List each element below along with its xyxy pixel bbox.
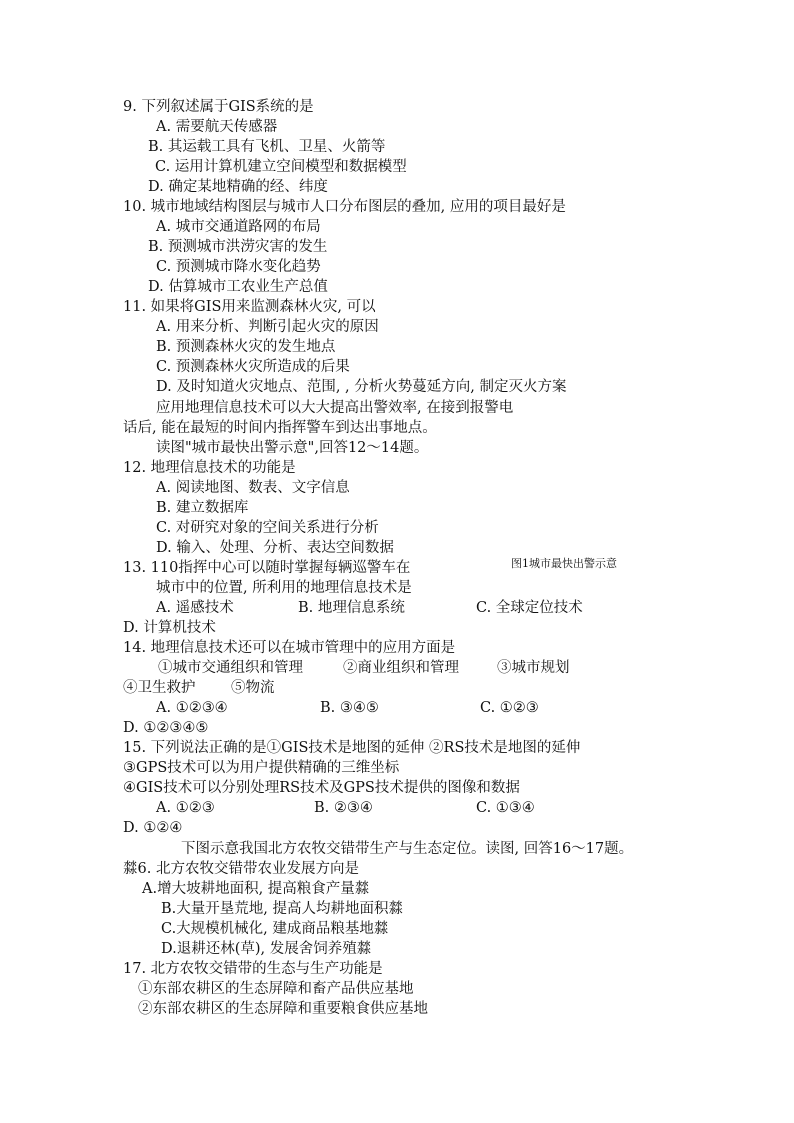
q10-stem: 10. 城市地域结构图层与城市人口分布图层的叠加, 应用的项目最好是 <box>123 199 566 215</box>
q14-option-d: D. ①②③④⑤ <box>123 720 209 736</box>
figure-caption: 图1城市最快出警示意 <box>511 557 617 570</box>
intro-paragraph-line1: 应用地理信息技术可以大大提高出警效率, 在接到报警电 <box>156 400 514 416</box>
q13-option-b: B. 地理信息系统 <box>298 600 405 616</box>
q14-option-b: B. ③④⑤ <box>320 700 379 716</box>
q12-option-d: D. 输入、处理、分析、表达空间数据 <box>156 540 394 556</box>
q9-option-b: B. 其运载工具有飞机、卫星、火箭等 <box>148 139 386 155</box>
q14-option-c: C. ①②③ <box>480 700 539 716</box>
q15-option-d: D. ①②④ <box>123 820 183 836</box>
q15-option-c: C. ①③④ <box>476 800 535 816</box>
q14-stem: 14. 地理信息技术还可以在城市管理中的应用方面是 <box>123 640 456 656</box>
q15-statement-4: ④GIS技术可以分别处理RS技术及GPS技术提供的图像和数据 <box>123 780 520 796</box>
q16-stem: 㵘6. 北方农牧交错带农业发展方向是 <box>123 861 359 877</box>
q14-item-2: ②商业组织和管理 <box>343 660 459 676</box>
q16-option-c: C.大规模机械化, 建成商品粮基地㵘 <box>161 921 389 937</box>
q13-option-a: A. 遥感技术 <box>156 600 234 616</box>
q13-stem-line2: 城市中的位置, 所利用的地理信息技术是 <box>156 580 412 596</box>
q12-option-b: B. 建立数据库 <box>156 500 249 516</box>
q11-option-d: D. 及时知道火灾地点、范围, , 分析火势蔓延方向, 制定灭火方案 <box>156 379 567 395</box>
q11-option-c: C. 预测森林火灾所造成的后果 <box>156 359 350 375</box>
q12-option-c: C. 对研究对象的空间关系进行分析 <box>156 520 379 536</box>
q13-option-d: D. 计算机技术 <box>123 620 216 636</box>
q9-option-c: C. 运用计算机建立空间模型和数据模型 <box>155 159 407 175</box>
read-figure-instruction: 读图"城市最快出警示意",回答12～14题。 <box>156 440 429 456</box>
q14-item-4: ④卫生救护 <box>123 680 196 696</box>
q15-option-b: B. ②③④ <box>314 800 373 816</box>
q14-item-5: ⑤物流 <box>231 680 275 696</box>
q16-option-b: B.大量开垦荒地, 提高人均耕地面积㵘 <box>161 901 403 917</box>
q10-option-b: B. 预测城市洪涝灾害的发生 <box>148 239 328 255</box>
q11-option-b: B. 预测森林火灾的发生地点 <box>156 339 336 355</box>
q16-option-a: A.增大坡耕地面积, 提高粮食产量㵘 <box>142 881 370 897</box>
q17-stem: 17. 北方农牧交错带的生态与生产功能是 <box>123 961 383 977</box>
q14-option-a: A. ①②③④ <box>156 700 228 716</box>
q12-option-a: A. 阅读地图、数表、文字信息 <box>156 480 350 496</box>
q15-stem: 15. 下列说法正确的是①GIS技术是地图的延伸 ②RS技术是地图的延伸 <box>123 740 581 756</box>
intro-paragraph-line2: 话后, 能在最短的时间内指挥警车到达出事地点。 <box>123 420 437 436</box>
q10-option-c: C. 预测城市降水变化趋势 <box>156 259 321 275</box>
q10-option-d: D. 估算城市工农业生产总值 <box>148 279 328 295</box>
q11-stem: 11. 如果将GIS用来监测森林火灾, 可以 <box>123 299 376 315</box>
q13-option-c: C. 全球定位技术 <box>476 600 583 616</box>
q17-item-2: ②东部农耕区的生态屏障和重要粮食供应基地 <box>138 1001 428 1017</box>
q13-stem-line1: 13. 110指挥中心可以随时掌握每辆巡警车在 <box>123 560 411 576</box>
q9-option-d: D. 确定某地精确的经、纬度 <box>148 179 328 195</box>
q9-stem: 9. 下列叙述属于GIS系统的是 <box>123 99 314 115</box>
figure-instruction-16-17: 下图示意我国北方农牧交错带生产与生态定位。读图, 回答16～17题。 <box>181 841 634 857</box>
q17-item-1: ①东部农耕区的生态屏障和畜产品供应基地 <box>138 981 414 997</box>
q15-statement-3: ③GPS技术可以为用户提供精确的三维坐标 <box>123 760 400 776</box>
q12-stem: 12. 地理信息技术的功能是 <box>123 460 296 476</box>
q11-option-a: A. 用来分析、判断引起火灾的原因 <box>156 319 379 335</box>
q15-option-a: A. ①②③ <box>156 800 215 816</box>
q10-option-a: A. 城市交通道路网的布局 <box>156 219 321 235</box>
q9-option-a: A. 需要航天传感器 <box>156 119 278 135</box>
q14-item-3: ③城市规划 <box>497 660 570 676</box>
q14-item-1: ①城市交通组织和管理 <box>158 660 303 676</box>
q16-option-d: D.退耕还林(草), 发展舍饲养殖㵘 <box>161 941 372 957</box>
